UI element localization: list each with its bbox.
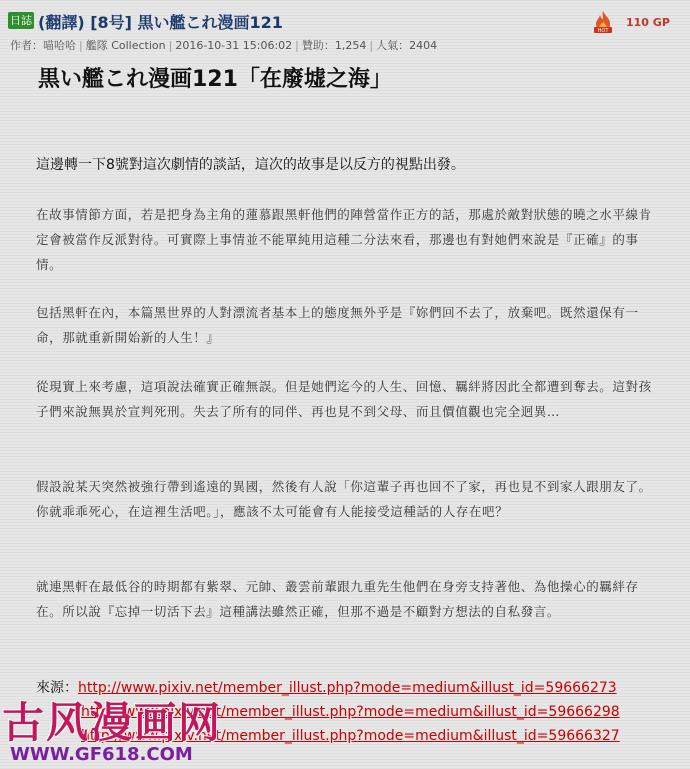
article-paragraph: 包括黑軒在內，本篇黑世界的人對漂流者基本上的態度無外乎是『妳們回不去了，放棄吧。既然還保有一命，那就重新開始新的人生！』 bbox=[36, 305, 639, 345]
svg-text:HOT: HOT bbox=[597, 28, 609, 34]
collection-link[interactable]: 艦隊 Collection bbox=[85, 39, 166, 52]
article-paragraph: 從現實上來考慮，這項說法確實正確無誤。但是她們迄今的人生、回憶、羈絆將因此全都遭到奪去。這對孩子們來說無異於宣判死刑。失去了所有的同伴、再也見不到父母、而且價值觀也完全迥異… bbox=[36, 379, 652, 419]
post-meta: 作者：喵哈哈 | 艦隊 Collection | 2016-10-31 15:06:02 | 贊助：1,254 | 人氣：2404 bbox=[10, 39, 438, 52]
source-link[interactable]: http://www.pixiv.net/member_illust.php?mode=medium&illust_id=59666273 bbox=[78, 680, 617, 696]
article-body bbox=[0, 54, 690, 769]
site-watermark bbox=[2, 690, 222, 768]
source-link[interactable]: http://www.pixiv.net/member_illust.php?mode=medium&illust_id=59666298 bbox=[81, 704, 620, 720]
popularity-count: 人氣：2404 bbox=[376, 39, 438, 52]
watermark-logo-text: 古风漫画网 bbox=[2, 698, 223, 747]
watermark-url: WWW.GF618.COM bbox=[10, 744, 193, 765]
article-paragraph: 就連黑軒在最低谷的時期都有紫翠、元帥、叢雲前輩跟九重先生他們在身旁支持著他、為他操心的羈絆存在。所以說『忘掉一切活下去』這種講法雖然正確，但那不過是不顧對方想法的自私發言。 bbox=[36, 579, 639, 619]
post-date: 2016-10-31 15:06:02 bbox=[175, 39, 293, 52]
fire-hot-icon[interactable] bbox=[592, 10, 614, 34]
post-title-link[interactable]: (翻譯) [8号] 黒い艦これ漫画121 bbox=[38, 13, 283, 32]
article-intro: 這邊轉一下8號對這次劇情的談話，這次的故事是以反方的視點出發。 bbox=[36, 157, 465, 173]
sponsor-count: 贊助：1,254 bbox=[301, 39, 367, 52]
article-paragraph: 在故事情節方面，若是把身為主角的蓮慕跟黑軒他們的陣營當作正方的話，那處於敵對狀態的曉之水平線肯定會被當作反派對待。可實際上事情並不能單純用這種二分法來看，那邊也有對她們來說是『正確』的事情。 bbox=[36, 207, 652, 272]
post-header bbox=[0, 0, 690, 54]
diary-tag-badge[interactable]: 日誌 bbox=[10, 14, 32, 27]
article-title: 黒い艦これ漫画121「在廢墟之海」 bbox=[38, 67, 392, 92]
source-link[interactable]: http://www.pixiv.net/member_illust.php?mode=medium&illust_id=59666327 bbox=[81, 728, 620, 744]
source-label: 來源： bbox=[36, 680, 78, 696]
article-paragraph: 假設說某天突然被強行帶到遙遠的異國，然後有人說「你這輩子再也回不了家，再也見不到家人跟朋友了。你就乖乖死心，在這裡生活吧。」，應該不太可能會有人能接受這種話的人存在吧？ bbox=[36, 479, 652, 519]
gp-count[interactable]: 110 GP bbox=[626, 16, 670, 29]
author-link[interactable]: 作者：喵哈哈 bbox=[10, 39, 76, 52]
